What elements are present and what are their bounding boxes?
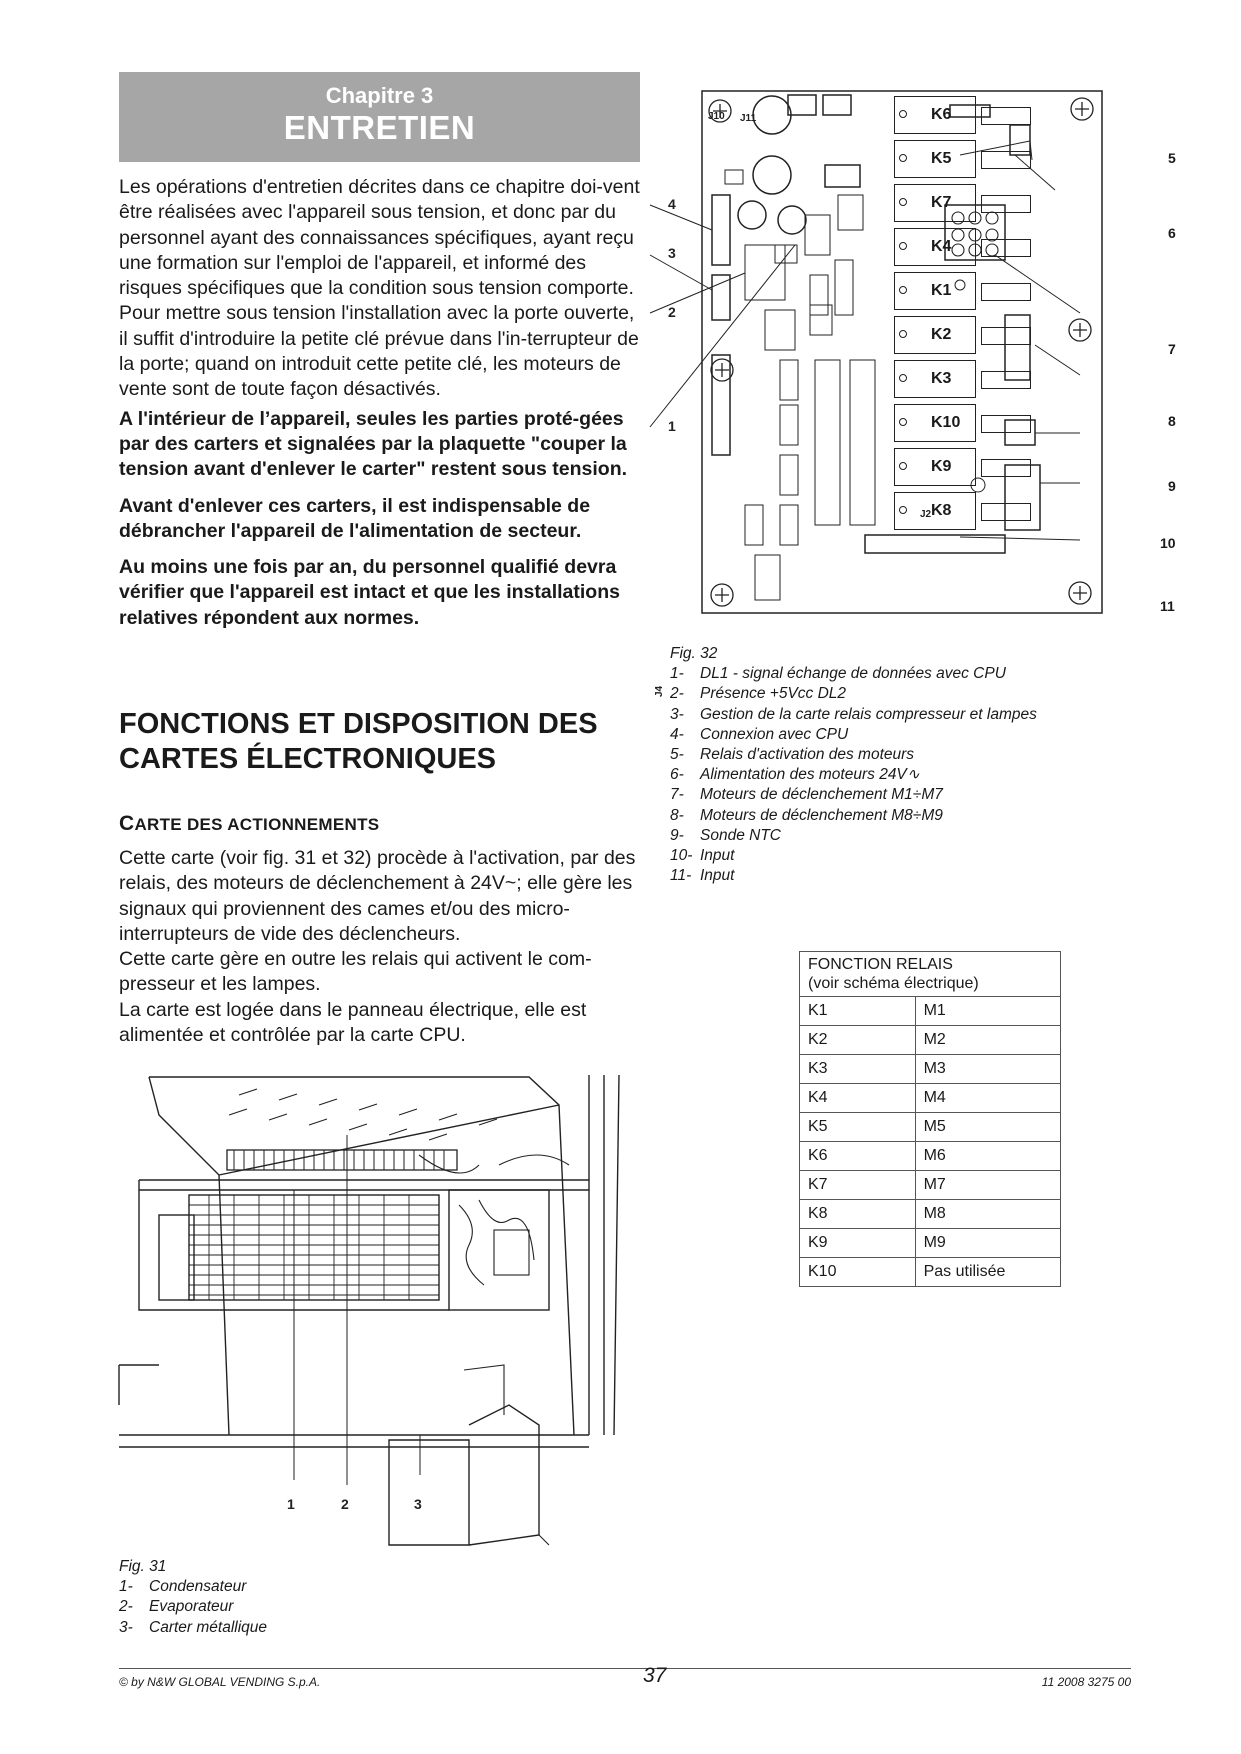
table-header-row: [800, 952, 1061, 997]
motor-cell: M9: [915, 1229, 1060, 1258]
section-paragraph-2: Cette carte gère en outre les relais qui activent le com-presseur et les lampes.: [119, 948, 592, 996]
relay-k5: [894, 140, 976, 178]
fig32-item: 3- Gestion de la carte relais compresseur et lampes: [670, 705, 1037, 723]
fig32-item: 1- DL1 - signal échange de données avec CPU: [670, 665, 1006, 683]
fig31-item: 1- Condensateur: [119, 1578, 247, 1596]
relay-pin-icon: [899, 286, 907, 294]
relay-cell: K3: [800, 1055, 916, 1084]
fig31-item: 2- Evaporateur: [119, 1598, 234, 1616]
relay-contact: [981, 239, 1031, 257]
table-row: [800, 1026, 1061, 1055]
relay-k8: [894, 492, 976, 530]
relay-k3: [894, 360, 976, 398]
relay-k9: [894, 448, 976, 486]
relay-function-table: [799, 951, 1061, 1287]
relay-pin-icon: [899, 418, 907, 426]
subsection-rest: ARTE DES ACTIONNEMENTS: [134, 815, 380, 834]
relay-pin-icon: [899, 110, 907, 118]
fig32-item: 2- Présence +5Vcc DL2: [670, 685, 847, 703]
table-header-subtitle: (voir schéma électrique): [808, 975, 979, 992]
relay-contact: [981, 327, 1031, 345]
motor-cell: M1: [915, 997, 1060, 1026]
motor-cell: M8: [915, 1200, 1060, 1229]
fig32-item: 5- Relais d'activation des moteurs: [670, 746, 915, 764]
relay-label: K10: [931, 414, 961, 431]
fig32-callout-5: 5: [1168, 150, 1176, 166]
relay-pin-icon: [899, 198, 907, 206]
table-row: [800, 1229, 1061, 1258]
fig32-item: 7- Moteurs de déclenchement M1÷M7: [670, 786, 943, 804]
relay-label: K3: [931, 370, 952, 387]
relay-contact: [981, 195, 1031, 213]
fig32-callout-9: 9: [1168, 478, 1176, 494]
relay-cell: K7: [800, 1171, 916, 1200]
table-row: [800, 1142, 1061, 1171]
relay-cell: K10: [800, 1258, 916, 1287]
fig32-item: 8- Moteurs de déclenchement M8÷M9: [670, 806, 943, 824]
relay-cell: K5: [800, 1113, 916, 1142]
relay-k7: [894, 184, 976, 222]
warning-paragraph-3: Au moins une fois par an, du personnel qualifié devra vérifier que l'appareil est intact et que les installations relatives répondent aux normes.: [119, 556, 620, 629]
motor-cell: M4: [915, 1084, 1060, 1113]
table-row: [800, 1258, 1061, 1287]
relay-label: K6: [931, 106, 952, 123]
relay-label: K9: [931, 458, 952, 475]
relay-pin-icon: [899, 330, 907, 338]
relay-label: K4: [931, 238, 952, 255]
motor-cell: M6: [915, 1142, 1060, 1171]
table-row: [800, 1055, 1061, 1084]
relay-pin-icon: [899, 242, 907, 250]
fig32-callout-7: 7: [1168, 341, 1176, 357]
table-row: [800, 1113, 1061, 1142]
relay-contact: [981, 415, 1031, 433]
fig31-title: Fig. 31: [119, 1558, 167, 1575]
fig32-callout-10: 10: [1160, 535, 1176, 551]
relay-label: K2: [931, 326, 952, 343]
table-row: [800, 1171, 1061, 1200]
section-title: [119, 707, 659, 777]
motor-cell: M7: [915, 1171, 1060, 1200]
table-row: [800, 997, 1061, 1026]
fig31-callout-2: 2: [341, 1496, 349, 1512]
fig32-callout-6: 6: [1168, 225, 1176, 241]
chapter-header: [119, 72, 640, 162]
fig31-caption: [119, 1557, 419, 1638]
fig31-callout-1: 1: [287, 1496, 295, 1512]
chapter-label: Chapitre 3: [325, 83, 434, 108]
fig32-item: 11- Input: [670, 867, 735, 885]
footer-divider: [119, 1668, 1131, 1669]
relay-contact: [981, 503, 1031, 521]
relay-label: K1: [931, 282, 952, 299]
fig32-item: 4- Connexion avec CPU: [670, 725, 849, 743]
intro-paragraph-1: Les opérations d'entretien décrites dans ce chapitre doi-vent être réalisées avec l'appareil sous tension, et donc par du personnel ayant des connaissances spécifiques, ayant reçu une formation sur l'emploi de l'appareil, et informé des risques spécifiques que la condition sous tension comporte.: [119, 176, 640, 300]
relay-cell: K6: [800, 1142, 916, 1171]
fig32-item: 10- Input: [670, 847, 735, 865]
relay-contact: [981, 107, 1031, 125]
section-text: [119, 846, 640, 1048]
fig32-callout-4: 4: [668, 196, 676, 212]
relay-k6: [894, 96, 976, 134]
fig31-callout-3: 3: [414, 1496, 422, 1512]
table-row: [800, 1200, 1061, 1229]
relay-label: K7: [931, 194, 952, 211]
footer-copyright: © by N&W GLOBAL VENDING S.p.A.: [119, 1675, 321, 1689]
connector-j2: J2: [920, 509, 932, 520]
fig32-title: Fig. 32: [670, 645, 718, 662]
section-title-line-2: CARTES ÉLECTRONIQUES: [119, 743, 497, 775]
fig32-callout-2: 2: [668, 304, 676, 320]
subsection-title: [119, 812, 379, 836]
relay-cell: K9: [800, 1229, 916, 1258]
fig31-illustration: [119, 1075, 639, 1615]
section-title-line-1: FONCTIONS ET DISPOSITION DES: [119, 708, 598, 740]
intro-paragraph-2: Pour mettre sous tension l'installation avec la porte ouverte, il suffit d'introduire la petite clé prévue dans l'in-terrupteur de la porte; quand on introduit cette petite clé, les moteurs de vente sont de toute façon désactivés.: [119, 302, 639, 401]
relay-k1: [894, 272, 976, 310]
relay-pin-icon: [899, 506, 907, 514]
fig32-callout-1: 1: [668, 418, 676, 434]
relay-contact: [981, 151, 1031, 169]
relay-label: K8: [931, 502, 952, 519]
fig32-callout-8: 8: [1168, 413, 1176, 429]
connector-j4: J4: [654, 685, 665, 697]
relay-pin-icon: [899, 154, 907, 162]
connector-j11: J11: [740, 113, 757, 124]
relay-cell: K2: [800, 1026, 916, 1055]
page-number: 37: [643, 1664, 667, 1687]
relay-cell: K1: [800, 997, 916, 1026]
relay-contact: [981, 371, 1031, 389]
warning-paragraph-2: Avant d'enlever ces carters, il est indispensable de débrancher l'appareil de l'alimentation de secteur.: [119, 494, 591, 542]
section-paragraph-1: Cette carte (voir fig. 31 et 32) procède à l'activation, par des relais, des moteurs de déclenchement à 24V~; elle gère les signaux qui proviennent des cames et/ou des micro-interrupteurs de vide des déclencheurs.: [119, 847, 636, 945]
fig32-callout-11: 11: [1160, 598, 1175, 614]
relay-pin-icon: [899, 374, 907, 382]
relay-k10: [894, 404, 976, 442]
relay-contact: [981, 283, 1031, 301]
motor-cell: M5: [915, 1113, 1060, 1142]
fig32-item: 6- Alimentation des moteurs 24V∿: [670, 766, 920, 784]
intro-text: [119, 175, 640, 631]
motor-cell: M3: [915, 1055, 1060, 1084]
footer-code: 11 2008 3275 00: [1041, 1675, 1131, 1689]
relay-cell: K4: [800, 1084, 916, 1113]
relay-cell: K8: [800, 1200, 916, 1229]
table-row: [800, 1084, 1061, 1113]
motor-cell: Pas utilisée: [915, 1258, 1060, 1287]
fig31-item: 3- Carter métallique: [119, 1618, 268, 1636]
chapter-title: ENTRETIEN: [283, 109, 476, 146]
fig32-callout-3: 3: [668, 245, 676, 261]
section-paragraph-3: La carte est logée dans le panneau électrique, elle est alimentée et contrôlée par la carte CPU.: [119, 998, 587, 1047]
relay-k4: [894, 228, 976, 266]
relay-contact: [981, 459, 1031, 477]
warning-paragraph-1: A l'intérieur de l’appareil, seules les parties proté-gées par des carters et signalées par la plaquette "couper la tension avant d'enlever le carter" restent sous tension.: [119, 407, 628, 481]
fig32-caption: [670, 644, 1110, 886]
relay-k2: [894, 316, 976, 354]
table-header-title: FONCTION RELAIS: [808, 956, 953, 973]
relay-label: K5: [931, 150, 952, 167]
subsection-initial: C: [119, 812, 135, 835]
fig32-item: 9- Sonde NTC: [670, 826, 781, 844]
connector-j10: J10: [708, 111, 725, 122]
motor-cell: M2: [915, 1026, 1060, 1055]
relay-pin-icon: [899, 462, 907, 470]
